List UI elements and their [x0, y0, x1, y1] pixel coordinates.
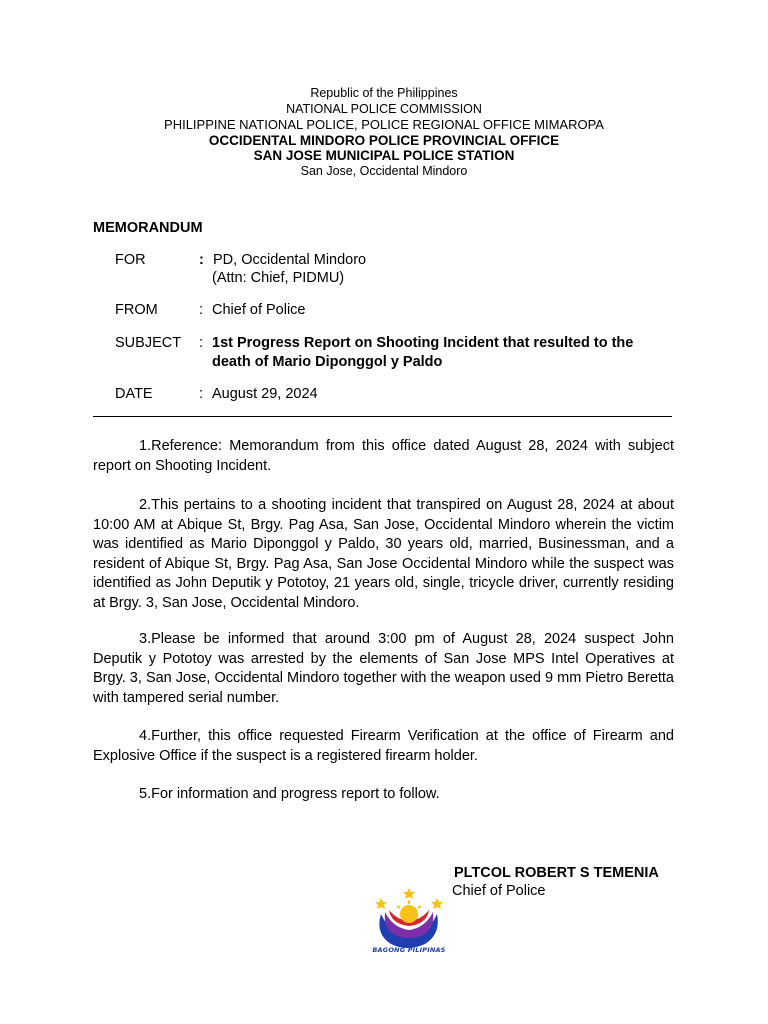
- logo-wordmark: BAGONG PILIPINAS: [372, 946, 446, 954]
- body-paragraph-1: 1.Reference: Memorandum from this office dated August 28, 2024 with subject report on Shooting Incident.: [93, 438, 674, 474]
- memo-title: MEMORANDUM: [93, 220, 203, 236]
- date-colon: :: [199, 386, 204, 402]
- from-label: FROM: [115, 302, 158, 318]
- subject-label: SUBJECT: [115, 335, 182, 351]
- body-paragraph-3: 3.Please be informed that around 3:00 pm of August 28, 2024 suspect John Deputik y Pototoy was arrested by the elements of San Jose MPS Intel Operatives at Brgy. 3, San Jose, Occidental Mindoro together with the weapon used 9 mm Pietro Beretta with tampered serial number.: [93, 631, 674, 706]
- signatory-title: Chief of Police: [452, 883, 546, 899]
- letterhead-station: SAN JOSE MUNICIPAL POLICE STATION: [253, 148, 515, 163]
- letterhead-republic: Republic of the Philippines: [310, 86, 458, 100]
- body-paragraph-4: 4.Further, this office requested Firearm Verification at the office of Firearm and Explosive Office if the suspect is a registered firearm holder.: [93, 728, 674, 764]
- from-value: Chief of Police: [212, 302, 306, 318]
- letterhead-napolcom: NATIONAL POLICE COMMISSION: [286, 101, 482, 116]
- letterhead: [0, 86, 768, 179]
- date-value: August 29, 2024: [212, 386, 318, 402]
- signatory-name: PLTCOL ROBERT S TEMENIA: [454, 865, 659, 881]
- from-colon: :: [199, 302, 204, 318]
- for-value-line1: PD, Occidental Mindoro: [213, 252, 367, 268]
- date-label: DATE: [115, 386, 153, 402]
- body-paragraph-2: 2.This pertains to a shooting incident that transpired on August 28, 2024 at about 10:00 AM at Abique St, Brgy. Pag Asa, San Jose, Occidental Mindoro wherein the victim was identified as Mario Diponggol y Paldo, 30 years old, married, Businessman, and a resident of Abique St, Brgy. Pag Asa, San Jose Occidental Mindoro while the suspect was identified as John Deputik y Pototoy, 21 years old, single, tricycle driver, currently residing at Brgy. 3, San Jose, Occidental Mindoro.: [93, 497, 674, 611]
- letterhead-provincial-office: OCCIDENTAL MINDORO POLICE PROVINCIAL OFFICE: [208, 132, 560, 148]
- letterhead-location: San Jose, Occidental Mindoro: [300, 163, 468, 178]
- header-divider: [93, 416, 672, 417]
- letterhead-pnp-region: PHILIPPINE NATIONAL POLICE, POLICE REGIONAL OFFICE MIMAROPA: [164, 117, 604, 132]
- subject-value-line1: 1st Progress Report on Shooting Incident that resulted to the: [212, 335, 634, 351]
- subject-colon: :: [199, 335, 204, 351]
- for-colon: :: [199, 252, 204, 268]
- body-paragraph-5: 5.For information and progress report to follow.: [139, 786, 440, 802]
- subject-value-line2: death of Mario Diponggol y Paldo: [212, 354, 443, 370]
- for-value-line2: (Attn: Chief, PIDMU): [212, 270, 345, 286]
- for-label: FOR: [115, 252, 146, 268]
